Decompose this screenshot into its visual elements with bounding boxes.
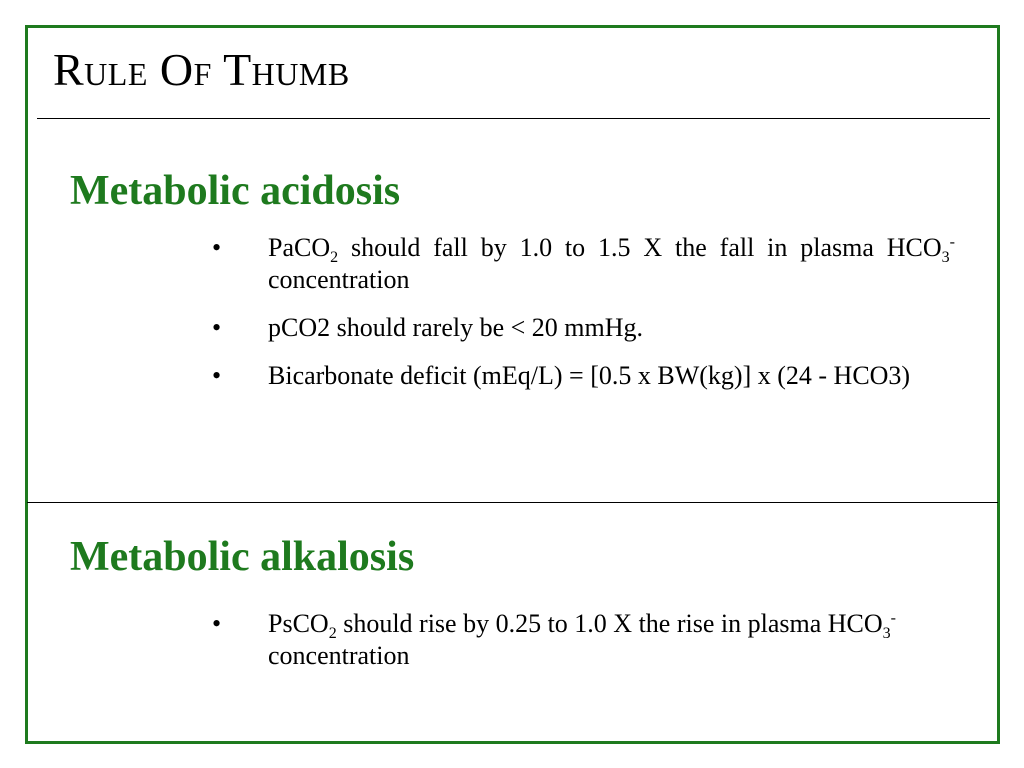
section-divider [27,502,998,503]
list-item [210,312,955,344]
heading-metabolic-alkalosis: Metabolic alkalosis [70,534,415,580]
slide-title: Rule Of Thumb [53,44,350,95]
bullet-icon: • [212,609,222,638]
acidosis-bullet-list [210,232,955,408]
title-divider [37,118,990,119]
bullet-text: PaCO$_2$ should fall by 1.0 to 1.5 X the fall in plasma $HCO_3^-$ concentration [268,233,955,294]
bullet-text: PsCO$_2$ should rise by 0.25 to 1.0 X the rise in plasma $HCO_3^-$ concentration [268,609,896,670]
bullet-icon: • [212,233,222,262]
bullet-icon: • [212,361,222,390]
list-item [210,232,955,296]
list-item [210,360,955,392]
heading-metabolic-acidosis: Metabolic acidosis [70,168,401,214]
bullet-icon: • [212,313,222,342]
alkalosis-bullet-list [210,608,955,688]
list-item [210,608,955,672]
bullet-text: Bicarbonate deficit (mEq/L) = [0.5 x BW(kg)] x (24 - HCO3) [268,361,911,390]
bullet-text: pCO2 should rarely be < 20 mmHg. [268,313,644,342]
